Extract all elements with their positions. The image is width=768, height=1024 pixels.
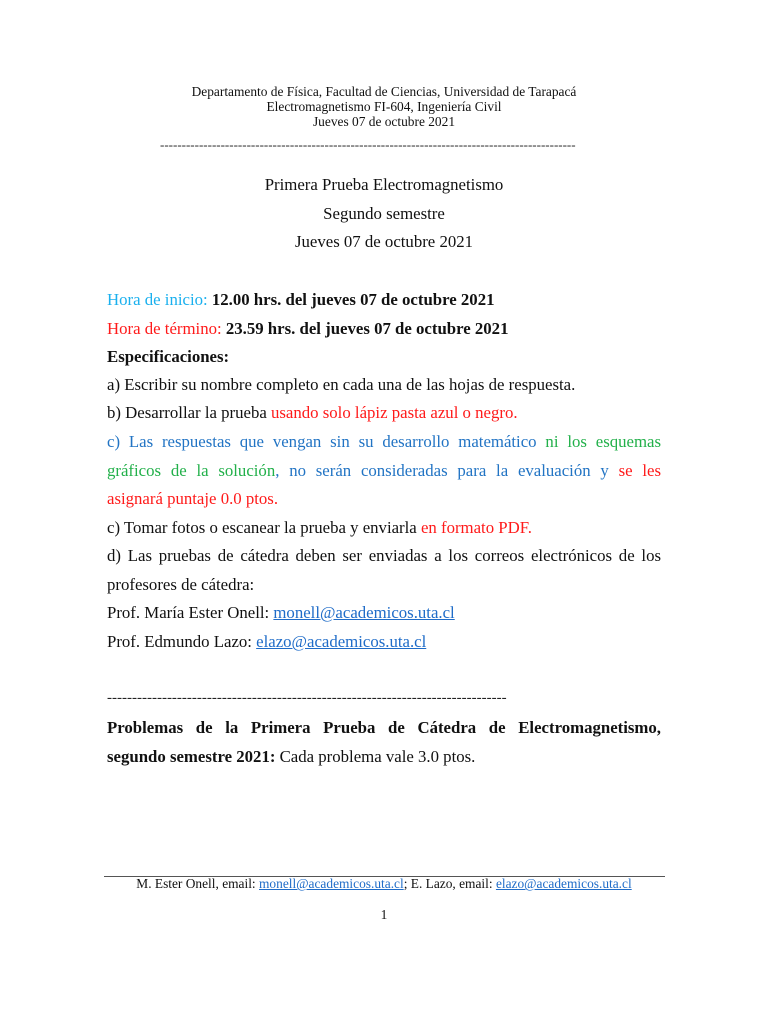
spec-b <box>107 403 661 423</box>
footer-email-monell[interactable]: monell@academicos.uta.cl <box>259 876 404 891</box>
professor-lazo <box>107 632 661 652</box>
exam-semester: Segundo semestre <box>323 204 445 223</box>
problems-separator: -------------------------------------------------------------------------------- <box>107 690 507 706</box>
spec-c-red-1: se les <box>618 461 661 480</box>
spec-c-line3: asignará puntaje 0.0 ptos. <box>107 489 279 508</box>
footer-email-elazo[interactable]: elazo@academicos.uta.cl <box>495 876 632 891</box>
start-time-value: 12.00 hrs. del jueves 07 de octubre 2021 <box>207 290 495 309</box>
spec-c-green-1: ni los esquemas <box>545 432 661 451</box>
spec-c-line1 <box>107 432 661 452</box>
spec-c-green-2: gráficos de la solución <box>107 461 276 480</box>
spec-c-photo-text: c) Tomar fotos o escanear la prueba y enviarla <box>107 518 421 537</box>
spec-c-photo <box>107 518 661 538</box>
end-time-label: Hora de término: <box>107 319 222 338</box>
header-department: Departamento de Física, Facultad de Ciencias, Universidad de Tarapacá <box>191 84 577 99</box>
end-time <box>107 319 661 339</box>
footer-contacts <box>0 876 768 892</box>
problems-points-note: Cada problema vale 3.0 ptos. <box>275 747 476 766</box>
email-link-elazo[interactable]: elazo@academicos.uta.cl <box>256 632 427 651</box>
problems-heading-line1: Problemas de la Primera Prueba de Cátedra de Electromagnetismo, <box>107 718 661 737</box>
exam-date: Jueves 07 de octubre 2021 <box>294 232 474 251</box>
problems-heading-bold: segundo semestre 2021: <box>107 747 276 766</box>
footer-text-onell: M. Ester Onell, email: <box>136 876 260 891</box>
problems-heading-line2 <box>107 747 661 767</box>
start-time <box>107 290 661 310</box>
spec-c-blue-1: c) Las respuestas que vengan sin su desarrollo matemático <box>107 432 537 451</box>
spec-d-line1: d) Las pruebas de cátedra deben ser enviadas a los correos electrónicos de los <box>107 546 661 565</box>
spec-c-blue-2: , no serán consideradas para la evaluación y <box>275 461 609 480</box>
specs-heading: Especificaciones: <box>107 347 230 366</box>
professor-onell-label: Prof. María Ester Onell: <box>107 603 274 622</box>
page-number: 1 <box>380 907 388 922</box>
start-time-label: Hora de inicio: <box>107 290 208 309</box>
spec-c-line2 <box>107 461 661 481</box>
spec-d-line2: profesores de cátedra: <box>107 575 255 594</box>
footer-text-lazo: ; E. Lazo, email: <box>403 876 496 891</box>
header-course: Electromagnetismo FI-604, Ingeniería Civil <box>266 99 502 114</box>
professor-onell <box>107 603 661 623</box>
spec-a: a) Escribir su nombre completo en cada una de las hojas de respuesta. <box>107 375 576 394</box>
exam-title: Primera Prueba Electromagnetismo <box>264 175 504 194</box>
spec-c-photo-highlight: en formato PDF. <box>420 518 532 537</box>
end-time-value: 23.59 hrs. del jueves 07 de octubre 2021 <box>221 319 509 338</box>
header-separator: ------------------------------------------------------------------------------------------------ <box>160 137 576 152</box>
spec-b-highlight: usando solo lápiz pasta azul o negro. <box>271 403 518 422</box>
spec-b-text: b) Desarrollar la prueba <box>107 403 272 422</box>
header-date: Jueves 07 de octubre 2021 <box>312 114 456 129</box>
professor-lazo-label: Prof. Edmundo Lazo: <box>107 632 257 651</box>
email-link-monell[interactable]: monell@academicos.uta.cl <box>273 603 455 622</box>
